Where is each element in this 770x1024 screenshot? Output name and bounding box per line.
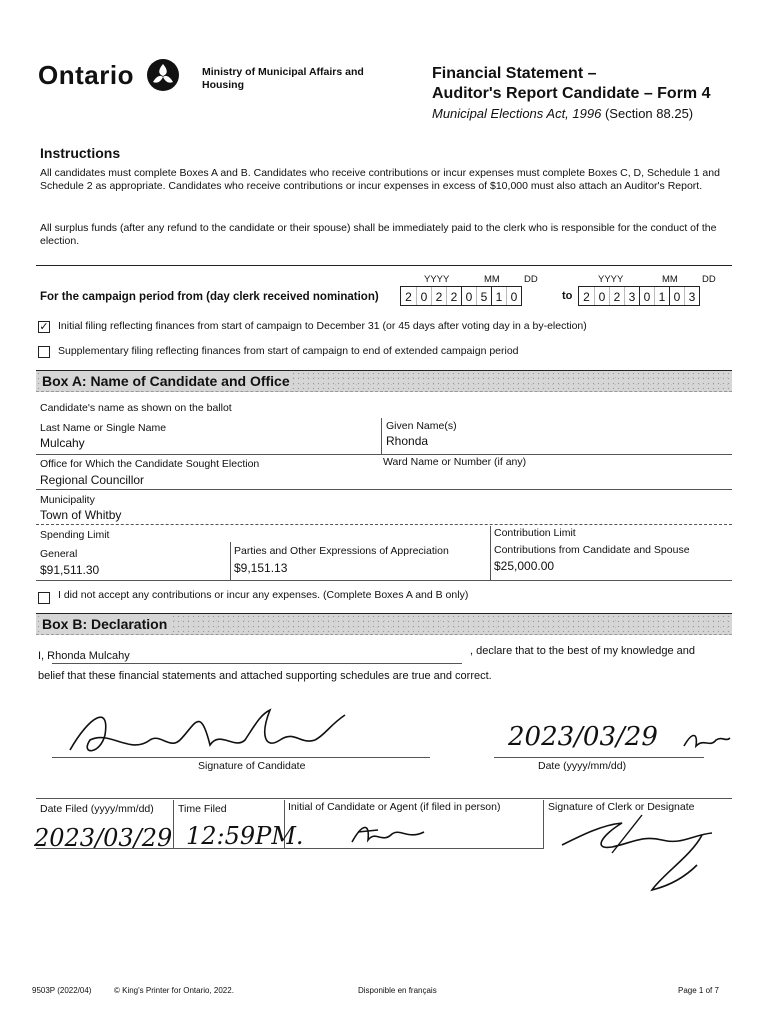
trillium-logo-icon: [146, 58, 180, 92]
box-b-header: [36, 613, 732, 635]
date-caption: Date (yyyy/mm/dd): [538, 760, 627, 772]
from-dd-head: DD: [524, 274, 538, 285]
box-b-heading: Box B: Declaration: [42, 616, 168, 632]
to-yyyy-head: YYYY: [598, 274, 624, 285]
agent-initial-signature[interactable]: [348, 818, 428, 848]
time-filed-label: Time Filed: [178, 803, 227, 815]
declare-text: , declare that to the best of my knowledge and: [470, 645, 696, 657]
campaign-period-label: For the campaign period from (day clerk received nomination): [40, 291, 379, 303]
french-availability: Disponible en français: [358, 986, 437, 995]
form-title: Financial Statement – Auditor's Report Candidate – Form 4: [432, 65, 711, 102]
box-a-heading: Box A: Name of Candidate and Office: [42, 373, 290, 389]
initials-mark: [682, 728, 732, 752]
instructions-paragraph-2: All surplus funds (after any refund to the candidate or their spouse) shall be immediately paid to the clerk who is responsible for the conduct of the election.: [40, 222, 717, 247]
general-label: General: [40, 548, 78, 560]
clerk-signature-label: Signature of Clerk or Designate: [548, 801, 695, 813]
declarant-name[interactable]: I, Rhonda Mulcahy: [38, 650, 130, 662]
signature-date-value[interactable]: 2023/03/29: [508, 722, 658, 752]
candidate-name-caption: Candidate's name as shown on the ballot: [40, 402, 232, 414]
to-label: to: [562, 290, 573, 302]
initial-filing-checkbox[interactable]: ✓: [39, 321, 49, 333]
no-contributions-label: I did not accept any contributions or incur any expenses. (Complete Boxes A and B only): [58, 589, 469, 601]
divider: [173, 800, 174, 848]
divider: [36, 524, 732, 525]
ministry-name: Ministry of Municipal Affairs and Housing: [202, 66, 364, 91]
divider: [36, 798, 732, 799]
no-contributions-checkbox[interactable]: [38, 592, 50, 604]
to-date-field[interactable]: 2 0 2 3 0 1 0 3: [578, 286, 700, 306]
to-dd-head: DD: [702, 274, 716, 285]
supplementary-filing-label: Supplementary filing reflecting finances from start of campaign to end of extended campaign period: [58, 345, 519, 357]
office-label: Office for Which the Candidate Sought Election: [40, 458, 260, 470]
time-filed-value[interactable]: 12:59PM.: [186, 822, 304, 850]
instructions-heading: Instructions: [40, 145, 121, 161]
copyright: © King's Printer for Ontario, 2022.: [114, 986, 234, 995]
municipality-label: Municipality: [40, 494, 95, 506]
divider: [36, 489, 732, 490]
contribution-limit-label: Contribution Limit: [494, 527, 576, 539]
signature-caption: Signature of Candidate: [198, 760, 306, 772]
initial-filing-label: Initial filing reflecting finances from start of campaign to December 31 (or 45 days after voting day in a by-election): [58, 320, 587, 332]
ward-label: Ward Name or Number (if any): [383, 456, 527, 468]
contribution-value[interactable]: $25,000.00: [494, 559, 555, 573]
contribution-sub-label: Contributions from Candidate and Spouse: [494, 544, 690, 556]
signature-line: [52, 757, 430, 758]
name-line: [52, 663, 462, 664]
divider: [36, 265, 732, 266]
parties-value[interactable]: $9,151.13: [234, 561, 288, 575]
ontario-logo-text: Ontario: [38, 60, 134, 90]
last-name-value[interactable]: Mulcahy: [40, 436, 85, 450]
clerk-signature[interactable]: [552, 805, 732, 895]
form-code: 9503P (2022/04): [32, 986, 92, 995]
form-act: Municipal Elections Act, 1996 (Section 88.25): [432, 106, 694, 121]
candidate-signature[interactable]: [60, 695, 360, 765]
page-number: Page 1 of 7: [678, 986, 719, 995]
to-mm-head: MM: [662, 274, 678, 285]
given-name-value[interactable]: Rhonda: [386, 434, 429, 448]
municipality-value[interactable]: Town of Whitby: [40, 508, 122, 522]
date-line: [494, 757, 704, 758]
date-filed-value[interactable]: 2023/03/29: [34, 824, 173, 852]
divider: [543, 800, 544, 848]
general-value[interactable]: $91,511.30: [40, 563, 100, 577]
instructions-paragraph-1: All candidates must complete Boxes A and B. Candidates who receive contributions or incur expenses must complete Boxes C, D, Schedule 1 and Schedule 2 as appropriate. Candidates who receive contributions or incur expenses in excess of $10,000 must also attach an Auditor's Report.: [40, 167, 720, 192]
supplementary-filing-checkbox[interactable]: [38, 346, 50, 358]
from-yyyy-head: YYYY: [424, 274, 450, 285]
date-filed-label: Date Filed (yyyy/mm/dd): [40, 803, 154, 815]
spending-limit-label: Spending Limit: [40, 529, 110, 541]
divider: [230, 542, 231, 580]
divider: [381, 418, 382, 454]
divider: [490, 526, 491, 580]
box-a-header: [36, 370, 732, 392]
parties-label: Parties and Other Expressions of Appreciation: [234, 545, 449, 557]
belief-text: belief that these financial statements and attached supporting schedules are true and correct.: [38, 670, 492, 682]
divider: [36, 454, 732, 455]
office-value[interactable]: Regional Councillor: [40, 473, 145, 487]
divider: [36, 580, 732, 581]
divider: [36, 848, 544, 849]
from-date-field[interactable]: 2 0 2 2 0 5 1 0: [400, 286, 522, 306]
last-name-label: Last Name or Single Name: [40, 422, 167, 434]
initial-label: Initial of Candidate or Agent (if filed in person): [288, 801, 501, 813]
given-name-label: Given Name(s): [386, 420, 457, 432]
from-mm-head: MM: [484, 274, 500, 285]
